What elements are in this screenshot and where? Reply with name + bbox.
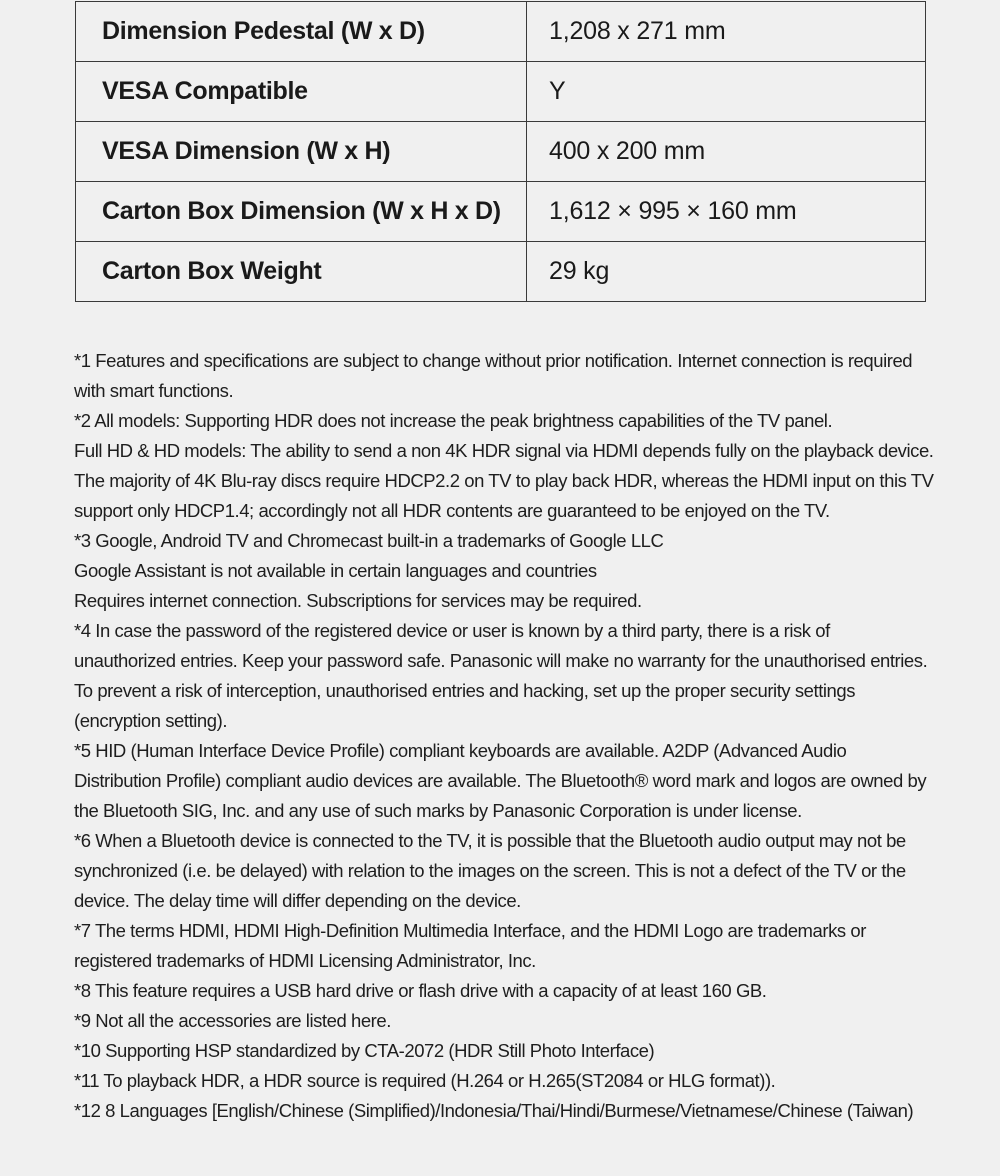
footnote: *12 8 Languages [English/Chinese (Simplified)/Indonesia/Thai/Hindi/Burmese/Vietnamese/Chinese (Taiwan) [74, 1100, 914, 1121]
spec-label: Carton Box Weight [76, 242, 527, 302]
spec-value: 400 x 200 mm [527, 122, 926, 182]
footnote: *8 This feature requires a USB hard drive or flash drive with a capacity of at least 160 GB. [74, 980, 767, 1001]
footnote: *11 To playback HDR, a HDR source is required (H.264 or H.265(ST2084 or HLG format)). [74, 1070, 776, 1091]
spec-value: Y [527, 62, 926, 122]
spec-label: VESA Compatible [76, 62, 527, 122]
spec-label: Dimension Pedestal (W x D) [76, 2, 527, 62]
footnote: *6 When a Bluetooth device is connected to the TV, it is possible that the Bluetooth audio output may not be synchronized (i.e. be delayed) with relation to the images on the screen. This is not a defect of the TV or the device. The delay time will differ depending on the device. [74, 830, 906, 911]
footnote: Google Assistant is not available in certain languages and countries [74, 560, 597, 581]
spec-value: 1,208 x 271 mm [527, 2, 926, 62]
spec-value: 29 kg [527, 242, 926, 302]
footnote: *9 Not all the accessories are listed here. [74, 1010, 391, 1031]
footnote: *1 Features and specifications are subject to change without prior notification. Internet connection is required with smart functions. [74, 350, 913, 401]
spec-value: 1,612 × 995 × 160 mm [527, 182, 926, 242]
spec-row [76, 62, 926, 122]
footnote: Full HD & HD models: The ability to send a non 4K HDR signal via HDMI depends fully on the playback device. The majority of 4K Blu-ray discs require HDCP2.2 on TV to play back HDR, whereas the HDMI input on this TV support only HDCP1.4; accordingly not all HDR contents are guaranteed to be enjoyed on the TV. [74, 440, 934, 521]
spec-label: Carton Box Dimension (W x H x D) [76, 182, 527, 242]
footnote: *2 All models: Supporting HDR does not increase the peak brightness capabilities of the TV panel. [74, 410, 833, 431]
spec-row [76, 182, 926, 242]
footnote: *5 HID (Human Interface Device Profile) compliant keyboards are available. A2DP (Advanced Audio Distribution Profile) compliant audio devices are available. The Bluetooth® word mark and logos are owned by the Bluetooth SIG, Inc. and any use of such marks by Panasonic Corporation is under license. [74, 740, 927, 821]
footnote: *3 Google, Android TV and Chromecast built-in a trademarks of Google LLC [74, 530, 664, 551]
footnote: Requires internet connection. Subscriptions for services may be required. [74, 590, 642, 611]
footnotes [74, 346, 934, 1126]
footnote: *7 The terms HDMI, HDMI High-Definition Multimedia Interface, and the HDMI Logo are trademarks or registered trademarks of HDMI Licensing Administrator, Inc. [74, 920, 866, 971]
footnote: *10 Supporting HSP standardized by CTA-2072 (HDR Still Photo Interface) [74, 1040, 655, 1061]
spec-row [76, 242, 926, 302]
spec-label: VESA Dimension (W x H) [76, 122, 527, 182]
spec-table [75, 1, 926, 302]
spec-row [76, 122, 926, 182]
footnote: *4 In case the password of the registered device or user is known by a third party, there is a risk of unauthorized entries. Keep your password safe. Panasonic will make no warranty for the unauthorised entries. To prevent a risk of interception, unauthorised entries and hacking, set up the proper security settings (encryption setting). [74, 620, 928, 731]
spec-row [76, 2, 926, 62]
